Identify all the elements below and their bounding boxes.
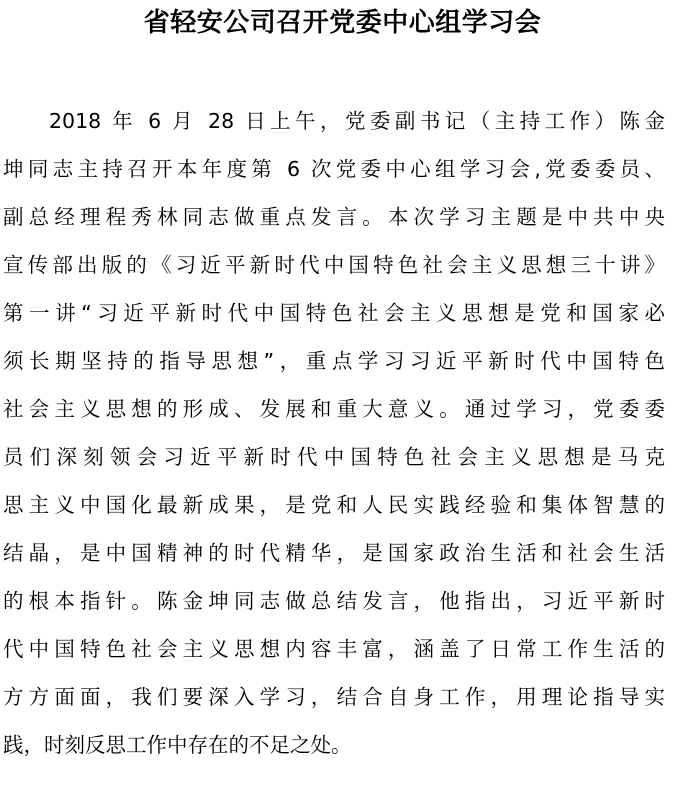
paragraph-line: 的根本指针。陈金坤同志做总结发言，他指出，习近平新时: [3, 589, 665, 613]
paragraph-line: 副总经理程秀林同志做重点发言。本次学习主题是中共中央: [3, 205, 665, 229]
paragraph-line: 2018 年 6 月 28 日上午，党委副书记（主持工作）陈金: [49, 109, 665, 133]
paragraph-line: 结晶，是中国精神的时代精华，是国家政治生活和社会生活: [3, 541, 665, 565]
paragraph-line: 宣传部出版的《习近平新时代中国特色社会主义思想三十讲》: [3, 253, 665, 277]
article-body: [3, 106, 665, 778]
paragraph-line: 社会主义思想的形成、发展和重大意义。通过学习，党委委: [3, 397, 665, 421]
paragraph-line: 践，时刻反思工作中存在的不足之处。: [3, 733, 352, 757]
paragraph-line: 思主义中国化最新成果，是党和人民实践经验和集体智慧的: [3, 493, 665, 517]
paragraph-line: 代中国特色社会主义思想内容丰富，涵盖了日常工作生活的: [3, 637, 665, 661]
paragraph-line: 须长期坚持的指导思想”，重点学习习近平新时代中国特色: [3, 349, 665, 373]
paragraph-line: 员们深刻领会习近平新时代中国特色社会主义思想是马克: [3, 445, 665, 469]
paragraph-line: 第一讲“习近平新时代中国特色社会主义思想是党和国家必: [3, 301, 665, 325]
article-title: 省轻安公司召开党委中心组学习会: [143, 8, 542, 38]
paragraph-line: 坤同志主持召开本年度第 6 次党委中心组学习会,党委委员、: [3, 157, 665, 181]
paragraph-line: 方方面面，我们要深入学习，结合自身工作，用理论指导实: [3, 685, 665, 709]
